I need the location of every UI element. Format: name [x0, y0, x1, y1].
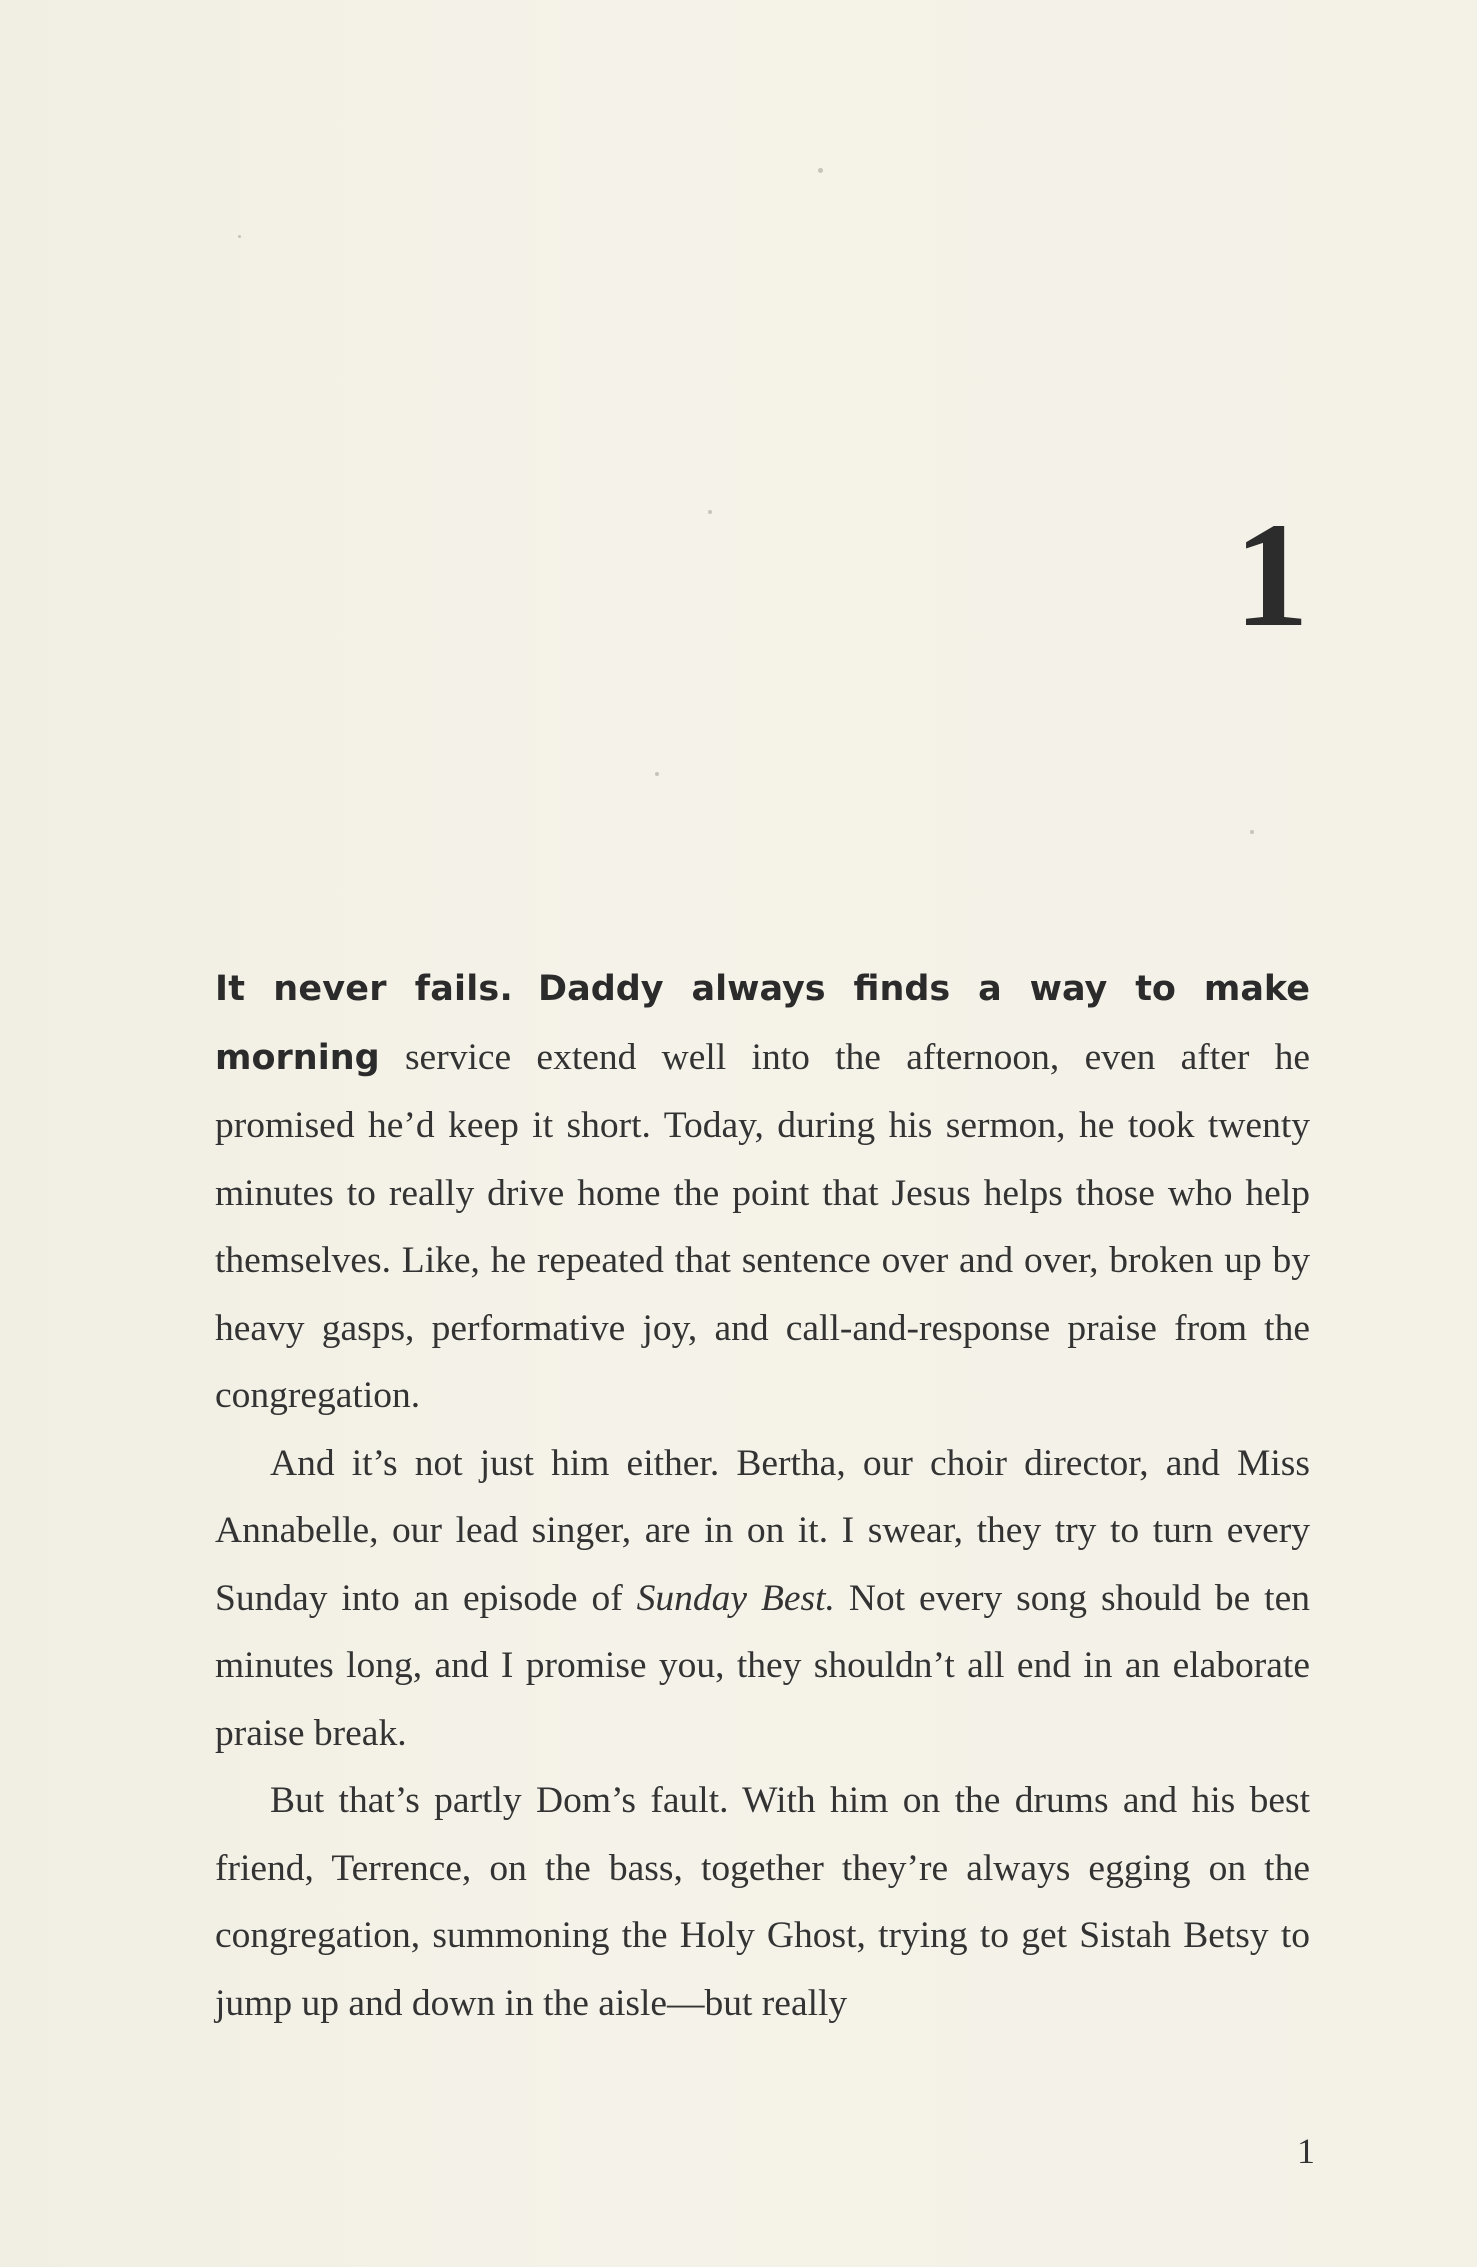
paper-speck: [708, 510, 712, 514]
paper-speck: [238, 235, 241, 238]
paper-speck: [655, 772, 659, 776]
show-title: Sunday Best.: [636, 1577, 835, 1619]
paper-speck: [818, 168, 823, 173]
paragraph-2-text-end: Not every song should be ten minutes long, and I promise you, they shouldn’t all end in an elaborate praise break.: [215, 1577, 1310, 1754]
chapter-number: 1: [1234, 492, 1305, 658]
page-number: 1: [1297, 2131, 1315, 2171]
paragraph-3: [215, 1767, 1310, 2037]
lead-in-continuation: Daddy always finds a way to make morning: [215, 969, 1311, 1078]
paper-speck: [1250, 830, 1254, 834]
paragraph-2-text-start: And it’s not just him either. Bertha, our choir director, and Miss Annabelle, our lead singer, are in on it. I swear, they try to turn every Sunday into an episode of: [215, 1442, 1310, 1619]
paragraph-1: [215, 955, 1310, 1430]
paragraph-1-text: service extend well into the afternoon, even after he promised he’d keep it short. Today, during his sermon, he took twenty minutes to really drive home the point that Jesus helps those who help themselves. Like, he repeated that sentence over and over, broken up by heavy gasps, performative joy, and call-and-response praise from the congregation.: [215, 1036, 1311, 1416]
paragraph-2: [215, 1430, 1310, 1768]
chapter-body: [215, 955, 1310, 2037]
lead-in-text: It never fails.: [215, 969, 513, 1009]
paragraph-3-text: But that’s partly Dom’s fault. With him on the drums and his best friend, Terrence, on the bass, together they’re always egging on the congregation, summoning the Holy Ghost, trying to get Sistah Betsy to jump up and down in the aisle—but really: [215, 1780, 1310, 2024]
